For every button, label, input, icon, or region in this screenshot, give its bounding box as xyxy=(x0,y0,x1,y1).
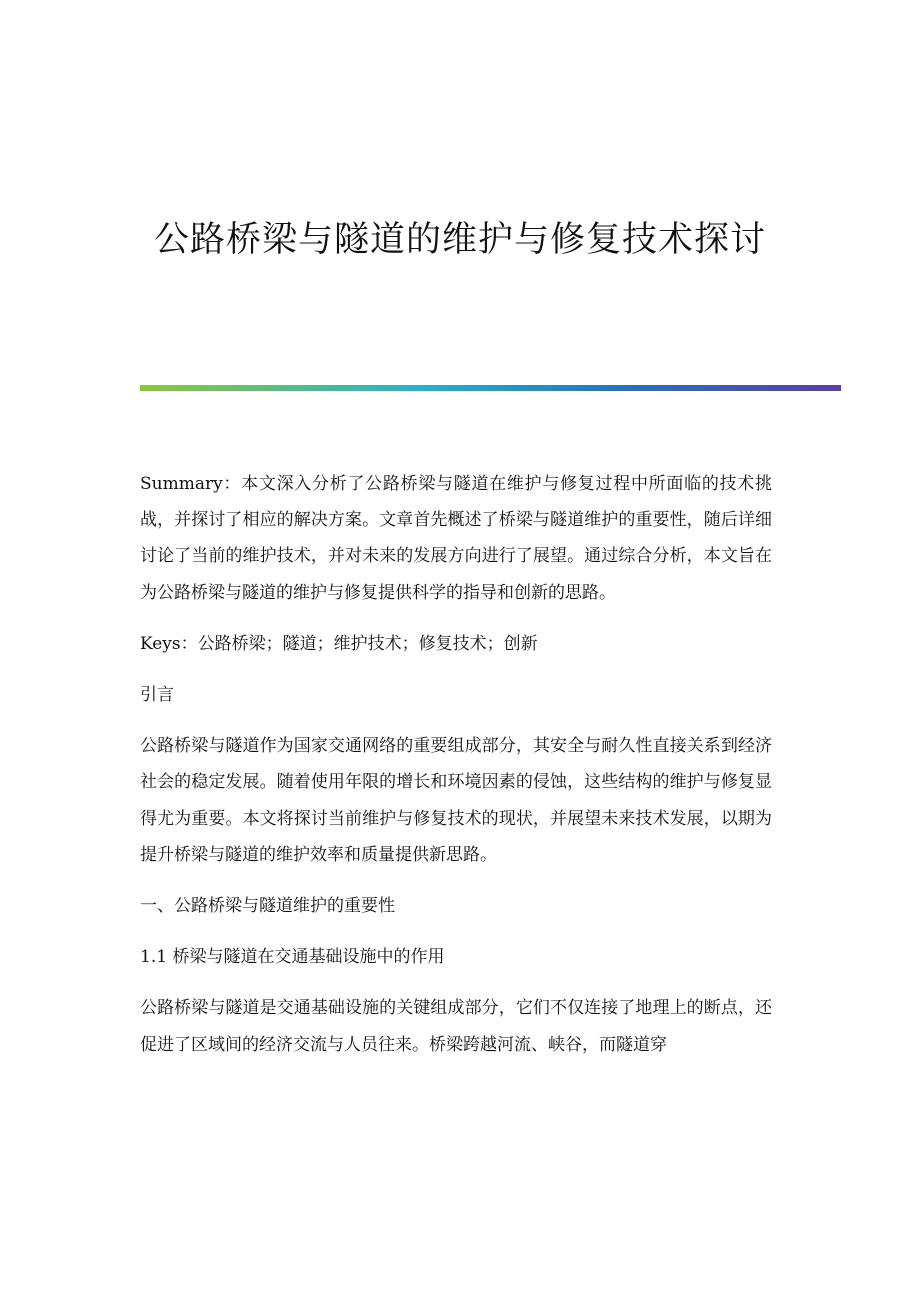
intro-paragraph: 公路桥梁与隧道作为国家交通网络的重要组成部分，其安全与耐久性直接关系到经济社会的稳定发展。随着使用年限的增长和环境因素的侵蚀，这些结构的维护与修复显得尤为重要。本文将探讨当前维护与修复技术的现状，并展望未来技术发展，以期为提升桥梁与隧道的维护效率和质量提供新思路。 xyxy=(140,736,772,865)
keywords-line: Keys：公路桥梁；隧道；维护技术；修复技术；创新 xyxy=(140,633,538,654)
spacer xyxy=(140,924,772,939)
document-title: 公路桥梁与隧道的维护与修复技术探讨 xyxy=(153,220,766,260)
document-body xyxy=(140,466,772,1063)
summary-paragraph: Summary：本文深入分析了公路桥梁与隧道在维护与修复过程中所面临的技术挑战，并探讨了相应的解决方案。文章首先概述了桥梁与隧道维护的重要性，随后详细讨论了当前的维护技术，并对未来的发展方向进行了展望。通过综合分析，本文旨在为公路桥梁与隧道的维护与修复提供科学的指导和创新的思路。 xyxy=(140,474,772,603)
subsection-heading: 1.1 桥梁与隧道在交通基础设施中的作用 xyxy=(140,947,445,968)
intro-heading: 引言 xyxy=(140,685,174,706)
spacer xyxy=(140,713,772,728)
section-paragraph: 公路桥梁与隧道是交通基础设施的关键组成部分，它们不仅连接了地理上的断点，还促进了区域间的经济交流与人员往来。桥梁跨越河流、峡谷，而隧道穿 xyxy=(140,998,772,1055)
spacer xyxy=(140,611,772,626)
spacer xyxy=(140,662,772,677)
section-heading: 一、公路桥梁与隧道维护的重要性 xyxy=(140,896,395,917)
spacer xyxy=(140,975,772,990)
spacer xyxy=(140,873,772,888)
title-divider xyxy=(140,385,841,391)
